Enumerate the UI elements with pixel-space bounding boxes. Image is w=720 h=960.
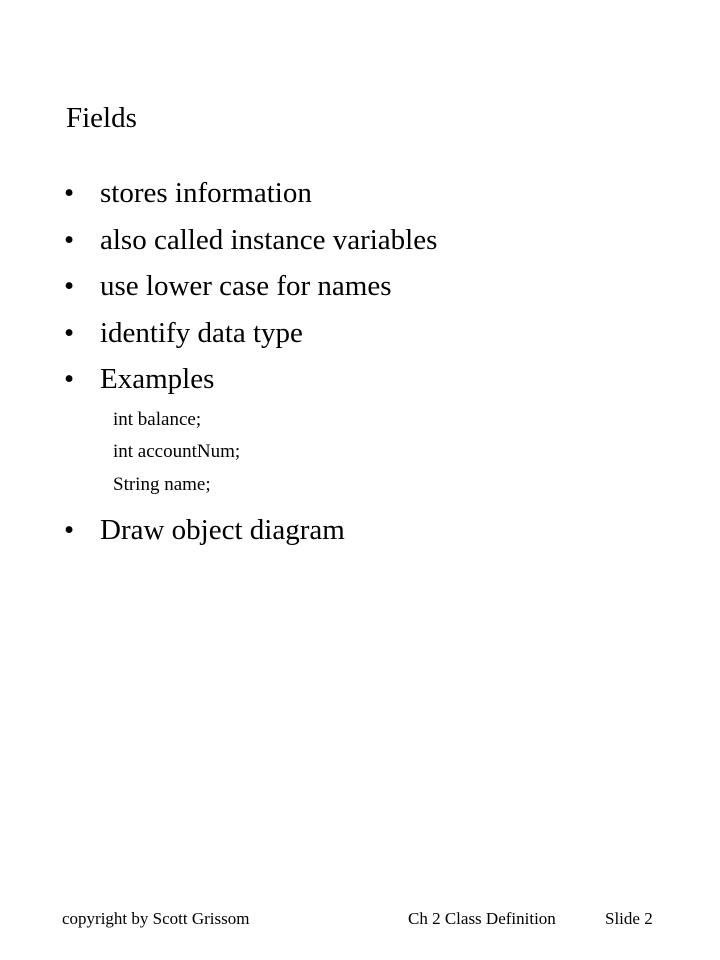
bullet-text: stores information	[100, 177, 312, 209]
code-example-line: int balance;	[113, 409, 202, 430]
bullet-text: Draw object diagram	[100, 514, 345, 546]
footer-chapter: Ch 2 Class Definition	[408, 909, 556, 928]
bullet-dot: •	[64, 270, 75, 302]
bullet-dot: •	[64, 317, 75, 349]
footer-slide-number: Slide 2	[605, 909, 653, 928]
code-example-line: String name;	[113, 474, 211, 495]
bullet-text: use lower case for names	[100, 270, 392, 302]
bullet-dot: •	[64, 363, 75, 395]
footer-copyright: copyright by Scott Grissom	[62, 909, 250, 928]
bullet-dot: •	[64, 177, 75, 209]
code-example-line: int accountNum;	[113, 441, 241, 462]
slide-title: Fields	[66, 102, 137, 134]
bullet-text: identify data type	[100, 317, 303, 349]
bullet-dot: •	[64, 514, 75, 546]
bullet-dot: •	[64, 224, 75, 256]
bullet-text: Examples	[100, 363, 215, 395]
bullet-text: also called instance variables	[100, 224, 438, 256]
